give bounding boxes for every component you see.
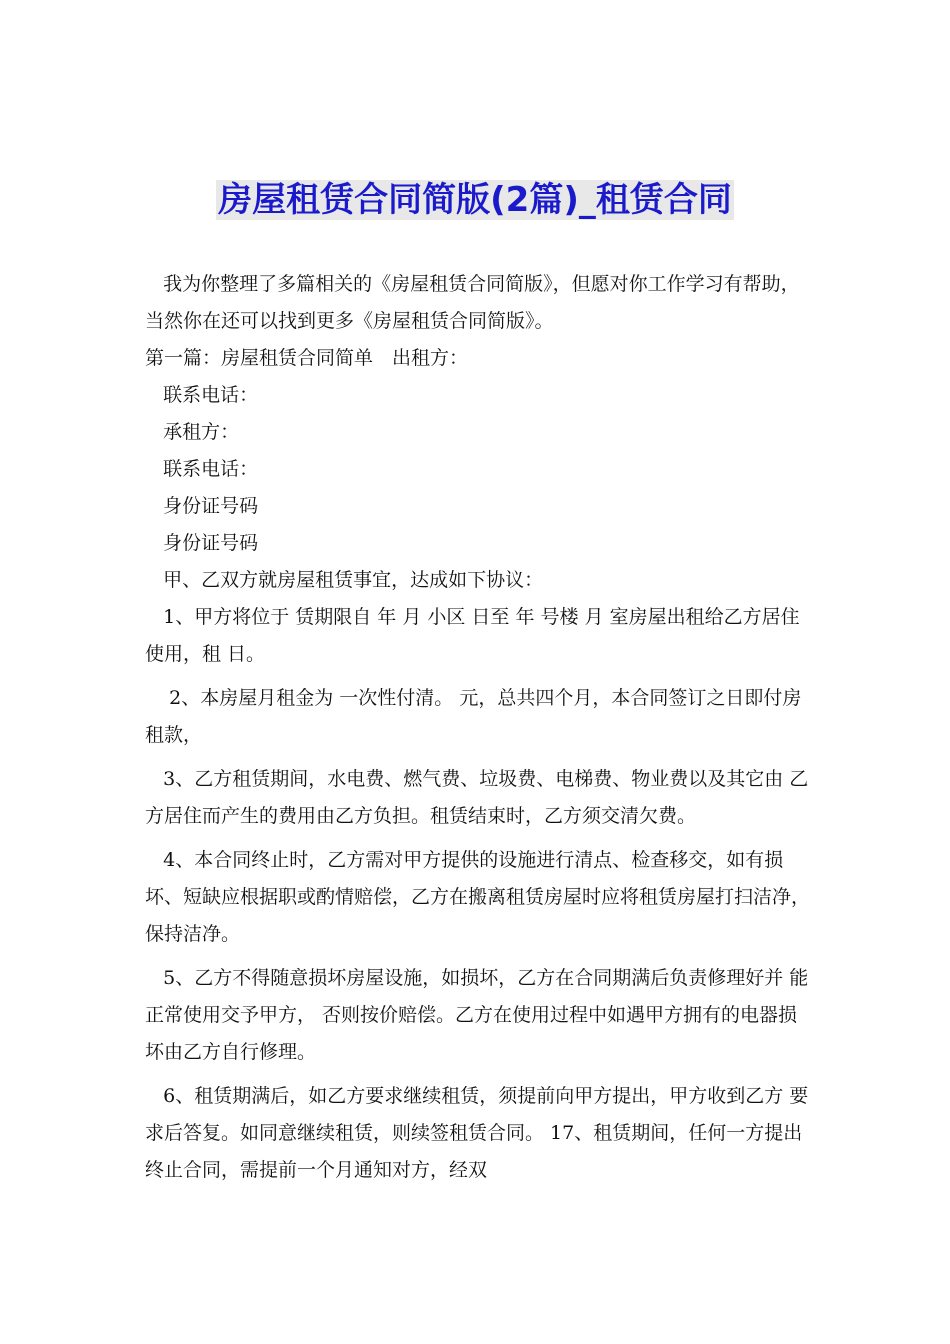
paragraph-clause-6: 6、租赁期满后，如乙方要求继续租赁，须提前向甲方提出，甲方收到乙方 要求后答复。如同意继续租赁，则续签租赁合同。 17、租赁期间，任何一方提出终止合同，需提前一个月通知对方，经双 (145, 1085, 809, 1181)
paragraph-clause-4: 4、本合同终止时，乙方需对甲方提供的设施进行清点、检查移交，如有损 坏、短缺应根据职或酌情赔偿，乙方在搬离租赁房屋时应将租赁房屋打扫洁净， 保持洁净。 (145, 849, 817, 945)
paragraph-id-2: 身份证号码 (145, 532, 259, 554)
paragraph-clause-3: 3、乙方租赁期间，水电费、燃气费、垃圾费、电梯费、物业费以及其它由 乙方居住而产生的费用由乙方负担。租赁结束时，乙方须交清欠费。 (145, 768, 809, 827)
paragraph-part-one: 第一篇：房屋租赁合同简单 出租方： (145, 347, 469, 369)
paragraph-lessee: 承租方： (145, 421, 240, 443)
paragraph-agreement: 甲、乙双方就房屋租赁事宜，达成如下协议： (145, 569, 544, 591)
document-body (145, 266, 817, 1189)
paragraph-clause-2: 2、本房屋月租金为 一次性付清。 元，总共四个月，本合同签订之日即付房租款， (145, 687, 802, 746)
paragraph-phone-2: 联系电话： (145, 458, 259, 480)
document-title-text: 房屋租赁合同简版(2篇)_租赁合同 (218, 180, 732, 220)
paragraph-clause-1: 1、甲方将位于 赁期限自 年 月 小区 日至 年 号楼 月 室房屋出租给乙方居住使用，租 日。 (145, 606, 800, 665)
paragraph-clause-5: 5、乙方不得随意损坏房屋设施，如损坏，乙方在合同期满后负责修理好并 能正常使用交予甲方， 否则按价赔偿。乙方在使用过程中如遇甲方拥有的电器损 坏由乙方自行修理。 (145, 967, 809, 1063)
paragraph-id-1: 身份证号码 (145, 495, 259, 517)
paragraph-phone-1: 联系电话： (145, 384, 259, 406)
document-title (0, 172, 950, 228)
paragraph-intro: 我为你整理了多篇相关的《房屋租赁合同简版》，但愿对你工作学习有帮助，当然你在还可以找到更多《房屋租赁合同简版》。 (145, 273, 800, 332)
